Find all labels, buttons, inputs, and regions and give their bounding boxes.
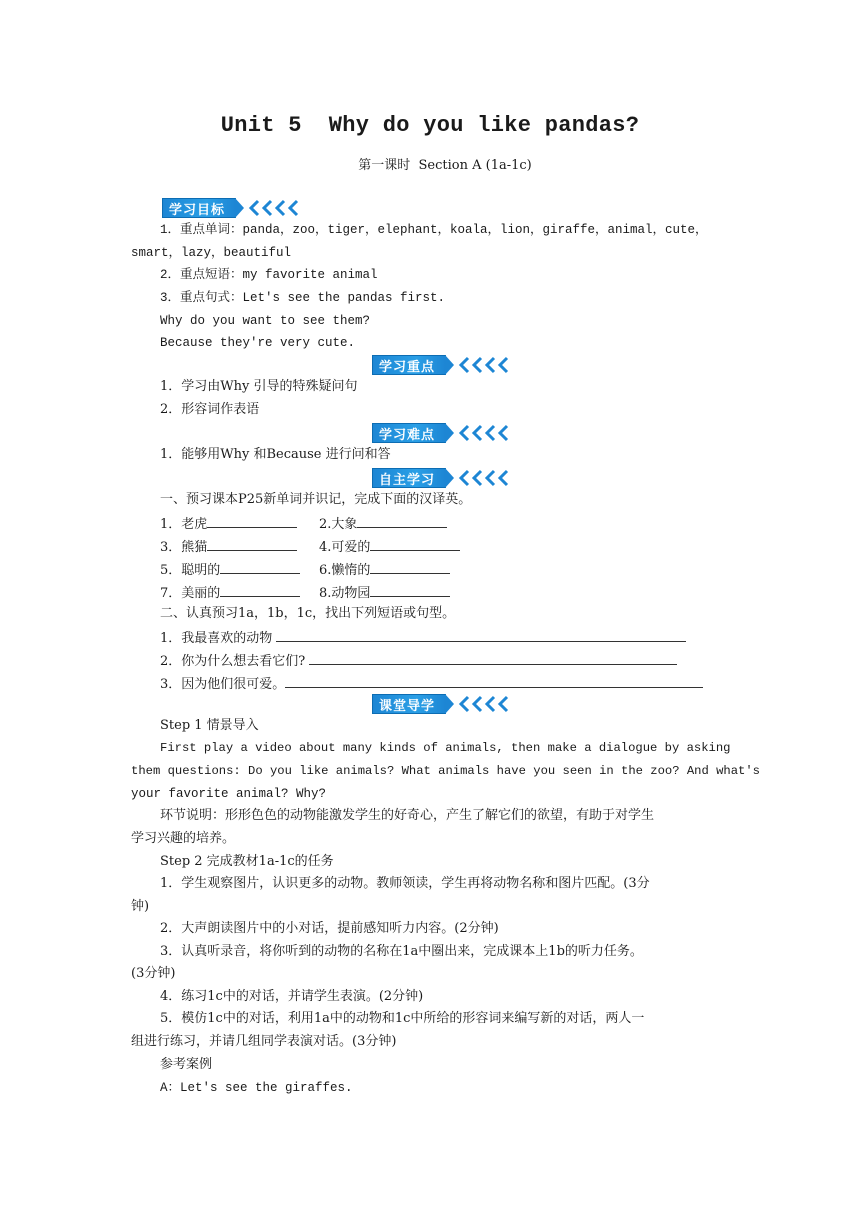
goal-line-4: Why do you want to see them? [160,314,371,328]
step-1-para-line-1: First play a video about many kinds of animals, then make a dialogue by asking [160,741,731,755]
task-3-line-2: (3分钟) [131,966,176,981]
answer-blank[interactable] [357,515,447,528]
answer-blank[interactable] [309,652,677,665]
vocab-prompt: 6.懒惰的 [319,563,371,578]
banner-label: 学习难点 [372,423,446,443]
vocab-prompt: 3．熊猫 [160,540,208,555]
goal-line-5: Because they're very cute. [160,336,356,350]
difficulty-line-1: 1．能够用Why 和Because 进行问和答 [160,447,391,462]
step-2-heading: Step 2 完成教材1a-1c的任务 [160,854,334,869]
banner-label: 学习重点 [372,355,446,375]
step-1-heading: Step 1 情景导入 [160,718,259,733]
vocab-prompt: 5．聪明的 [160,563,221,578]
reference-example-label: 参考案例 [160,1057,213,1072]
goal-line-1: 1．重点单词：panda，zoo，tiger，elephant，koala，lion，giraffe，animal，cute， [160,223,708,237]
dialog-line-1: A：Let's see the giraffes. [160,1081,353,1095]
vocab-row [160,584,300,602]
task-5-line-1: 5．模仿1c中的对话，利用1a中的动物和1c中所给的形容词来编写新的对话，两人一 [160,1011,645,1026]
vocab-row [319,515,447,533]
task-1-line-2: 钟) [131,899,150,914]
answer-blank[interactable] [220,584,300,597]
chevrons-icon [458,424,510,442]
phrase-question-3 [160,675,703,693]
question-text: 1．我最喜欢的动物 [160,631,273,646]
banner-learning-goals [162,198,300,218]
answer-blank[interactable] [370,538,460,551]
vocab-prompt: 8.动物园 [319,586,371,601]
task-5-line-2: 组进行练习，并请几组同学表演对话。(3分钟) [131,1034,397,1049]
vocab-prompt: 1．老虎 [160,517,208,532]
self-study-part1: 一、预习课本P25新单词并识记，完成下面的汉译英。 [160,492,472,507]
focus-line-1: 1．学习由Why 引导的特殊疑问句 [160,379,358,394]
answer-blank[interactable] [276,629,686,642]
banner-label: 自主学习 [372,468,446,488]
focus-line-2: 2．形容词作表语 [160,402,260,417]
question-text: 2．你为什么想去看它们? [160,654,306,669]
banner-learning-focus [372,355,510,375]
banner-label: 课堂导学 [372,694,446,714]
banner-label: 学习目标 [162,198,236,218]
vocab-prompt: 7．美丽的 [160,586,221,601]
banner-self-study [372,468,510,488]
phrase-question-1 [160,629,686,647]
chevrons-icon [458,356,510,374]
vocab-row [319,584,450,602]
vocab-prompt: 4.可爱的 [319,540,371,555]
task-4: 4．练习1c中的对话，并请学生表演。(2分钟) [160,989,424,1004]
answer-blank[interactable] [370,584,450,597]
vocab-prompt: 2.大象 [319,517,358,532]
vocab-row [160,515,297,533]
answer-blank[interactable] [220,561,300,574]
vocab-row [319,538,460,556]
vocab-row [160,538,297,556]
task-1-line-1: 1．学生观察图片，认识更多的动物。教师领读，学生再将动物名称和图片匹配。(3分 [160,876,650,891]
goal-line-3: 3．重点句式：Let's see the pandas first. [160,291,446,305]
vocab-row [319,561,450,579]
banner-classroom-guide [372,694,510,714]
chevrons-icon [458,695,510,713]
goal-line-2: 2．重点短语：my favorite animal [160,268,378,282]
page-title: Unit 5 Why do you like pandas? [220,113,640,138]
answer-blank[interactable] [207,515,297,528]
phrase-question-2 [160,652,677,670]
page-subtitle: 第一课时 Section A (1a-1c) [358,158,532,173]
chevrons-icon [458,469,510,487]
self-study-part2: 二、认真预习1a，1b，1c，找出下列短语或句型。 [160,606,456,621]
task-2: 2．大声朗读图片中的小对话，提前感知听力内容。(2分钟) [160,921,499,936]
vocab-row [160,561,300,579]
step-1-para-line-3: your favorite animal? Why? [131,787,327,801]
answer-blank[interactable] [285,675,703,688]
answer-blank[interactable] [207,538,297,551]
goal-line-1-cont: smart，lazy，beautiful [131,246,292,260]
question-text: 3．因为他们很可爱。 [160,677,286,692]
answer-blank[interactable] [370,561,450,574]
task-3-line-1: 3．认真听录音，将你听到的动物的名称在1a中圈出来，完成课本上1b的听力任务。 [160,944,643,959]
step-1-para-line-2: them questions: Do you like animals? What animals have you seen in the zoo? And what's [131,764,760,778]
banner-learning-difficulty [372,423,510,443]
step-1-note-line-1: 环节说明：形形色色的动物能激发学生的好奇心，产生了解它们的欲望，有助于对学生 [160,808,655,823]
step-1-note-line-2: 学习兴趣的培养。 [131,831,236,846]
chevrons-icon [248,199,300,217]
